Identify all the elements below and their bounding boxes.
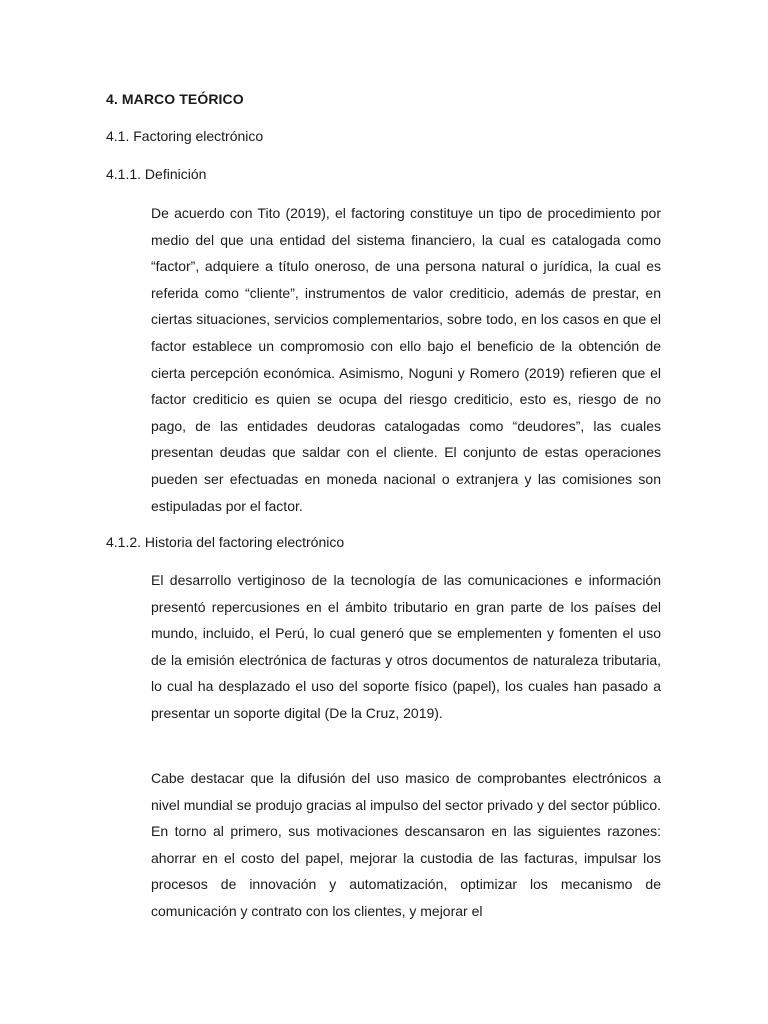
definition-title: 4.1.1. Definición [106,166,207,182]
history-paragraph-2: Cabe destacar que la difusión del uso masico de comprobantes electrónicos a nivel mundial se produjo gracias al impulso del sector privado y del sector público. En torno al primero, sus motivaciones descansaron en las siguientes razones: ahorrar en el costo del papel, mejorar la custodia de las facturas, impulsar los procesos de innovación y automatización, optimizar los mecanismo de comunicación y contrato con los clientes, y mejorar el [151,770,661,919]
section-title: 4. MARCO TEÓRICO [106,91,244,107]
definition-paragraph: De acuerdo con Tito (2019), el factoring constituye un tipo de procedimiento por medio del que una entidad del sistema financiero, la cual es catalogada como “factor”, adquiere a título oneroso, de una persona natural o jurídica, la cual es referida como “cliente”, instrumentos de valor crediticio, además de prestar, en ciertas situaciones, servicios complementarios, sobre todo, en los casos en que el factor establece un compromosio con ello bajo el beneficio de la obtención de cierta percepción económica. Asimismo, Noguni y Romero (2019) refieren que el factor crediticio es quien se ocupa del riesgo crediticio, esto es, riesgo de no pago, de las entidades deudoras catalogadas como “deudores”, las cuales presentan deudas que saldar con el cliente. El conjunto de estas operaciones pueden ser efectuadas en moneda nacional o extranjera y las comisiones son estipuladas por el factor. [151,205,661,514]
history-title: 4.1.2. Historia del factoring electrónico [106,534,345,550]
subsection-title: 4.1. Factoring electrónico [106,128,264,144]
history-paragraph-1: El desarrollo vertiginoso de la tecnología de las comunicaciones e información presentó repercusiones en el ámbito tributario en gran parte de los países del mundo, incluido, el Perú, lo cual generó que se emplementen y fomenten el uso de la emisión electrónica de facturas y otros documentos de naturaleza tributaria, lo cual ha desplazado el uso del soporte físico (papel), los cuales han pasado a presentar un soporte digital (De la Cruz, 2019). [151,572,661,721]
